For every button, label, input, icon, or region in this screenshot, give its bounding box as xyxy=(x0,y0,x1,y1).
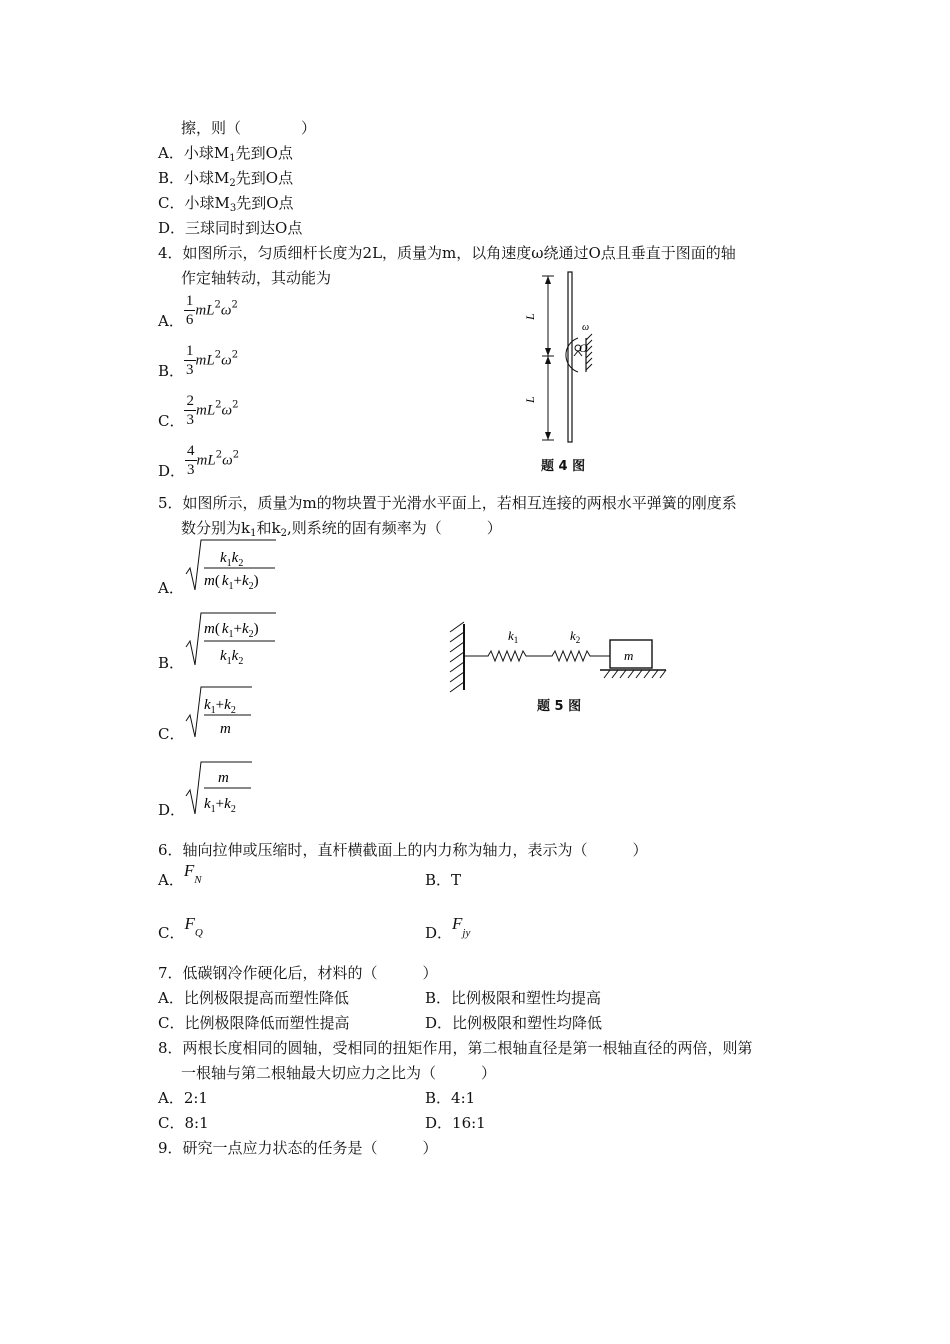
fig5-k1-label: $k_1$ xyxy=(508,628,519,645)
q5-option-c-label[interactable]: C． xyxy=(158,725,185,743)
q3-option-c[interactable]: C．小球$M_3$先到O点 xyxy=(158,194,294,214)
q3-option-b[interactable]: B．小球$M_2$先到O点 xyxy=(158,169,294,189)
q7-stem: 7．低碳钢冷作硬化后，材料的（ ） xyxy=(158,964,438,982)
svg-text:m(k1+k2): m( $k_1+k_2$) xyxy=(204,621,259,640)
q7-option-b[interactable]: B．比例极限和塑性均提高 xyxy=(425,989,602,1007)
q3-option-a[interactable]: A．小球$M_1$先到O点 xyxy=(158,144,293,164)
q5-option-b-label[interactable]: B． xyxy=(158,654,185,672)
fig5-mass-label: m xyxy=(624,648,634,663)
q5-option-a-label[interactable]: A． xyxy=(158,579,184,597)
fig4-L-upper-label: L xyxy=(523,313,537,320)
q6-option-a[interactable]: A．FN xyxy=(158,861,202,889)
q5-option-d-formula xyxy=(184,760,264,818)
q9-stem: 9．研究一点应力状态的任务是（ ） xyxy=(158,1139,438,1157)
q5-option-b-formula xyxy=(184,611,284,669)
q6-stem: 6．轴向拉伸或压缩时，直杆横截面上的内力称为轴力，表示为（ ） xyxy=(158,841,648,859)
q3-option-d[interactable]: D．三球同时到达O点 xyxy=(158,219,303,237)
q8-stem-line2: 一根轴与第二根轴最大切应力之比为（ ） xyxy=(181,1064,497,1082)
fig4-O-label: O xyxy=(579,341,588,355)
fig4-L-lower-label: L xyxy=(523,396,537,403)
fig4-omega-label: ω xyxy=(582,322,590,333)
figure-5-spring-diagram xyxy=(446,620,672,694)
q7-option-a[interactable]: A．比例极限提高而塑性降低 xyxy=(158,989,349,1007)
svg-text:k1k2: $k_1k_2$ xyxy=(220,550,244,569)
q5-stem-line1: 5．如图所示，质量为m的物块置于光滑水平面上，若相互连接的两根水平弹簧的刚度系 xyxy=(158,494,737,512)
svg-text:k1k2: $k_1k_2$ xyxy=(220,648,244,667)
q5-stem-line2: 数分别为$k_1$和$k_2$,则系统的固有频率为（ ） xyxy=(181,519,502,539)
q8-stem-line1: 8．两根长度相同的圆轴，受相同的扭矩作用，第二根轴直径是第一根轴直径的两倍，则第 xyxy=(158,1039,753,1057)
q8-option-c[interactable]: C．8:1 xyxy=(158,1114,209,1132)
svg-text:k1+k2: $k_1+k_2$ xyxy=(204,697,236,716)
q6-option-c[interactable]: C．FQ xyxy=(158,914,203,942)
svg-text:k1+k2: $k_1+k_2$ xyxy=(204,796,236,815)
q4-option-a[interactable]: A． $\frac{1}{6}$ $mL^2\omega^2$ xyxy=(158,293,238,330)
q4-option-c[interactable]: C． $\frac{2}{3}$ $mL^2\omega^2$ xyxy=(158,393,239,430)
q7-option-d[interactable]: D．比例极限和塑性均降低 xyxy=(425,1014,603,1032)
q5-option-d-label[interactable]: D． xyxy=(158,801,186,819)
q4-option-d[interactable]: D． $\frac{4}{3}$ $mL^2\omega^2$ xyxy=(158,443,240,480)
q4-stem-line1: 4．如图所示，匀质细杆长度为2L，质量为m，以角速度ω绕通过O点且垂直于图面的轴 xyxy=(158,244,736,262)
q3-stem-cont: 擦，则（ ） xyxy=(181,119,317,137)
q6-option-d[interactable]: D．Fjy xyxy=(425,914,471,942)
fig5-k2-label: $k_2$ xyxy=(570,628,581,645)
svg-text:m: m xyxy=(218,770,229,786)
q4-stem-line2: 作定轴转动，其动能为 xyxy=(181,269,332,287)
q8-option-d[interactable]: D．16:1 xyxy=(425,1114,486,1132)
figure-4-caption: 题 4 图 xyxy=(541,459,586,474)
q5-option-a-formula xyxy=(184,538,284,594)
q8-option-b[interactable]: B．4:1 xyxy=(425,1089,476,1107)
svg-text:m(k1+k2): m( $k_1+k_2$) xyxy=(204,573,259,592)
figure-4-rod-diagram xyxy=(520,268,610,448)
svg-text:m: m xyxy=(220,721,231,737)
q6-option-b[interactable]: B．T xyxy=(425,871,462,889)
q5-option-c-formula xyxy=(184,685,264,741)
q4-option-b[interactable]: B． $\frac{1}{3}$ $mL^2\omega^2$ xyxy=(158,343,239,380)
q7-option-c[interactable]: C．比例极限降低而塑性提高 xyxy=(158,1014,350,1032)
figure-5-caption: 题 5 图 xyxy=(537,699,582,714)
q8-option-a[interactable]: A．2:1 xyxy=(158,1089,208,1107)
